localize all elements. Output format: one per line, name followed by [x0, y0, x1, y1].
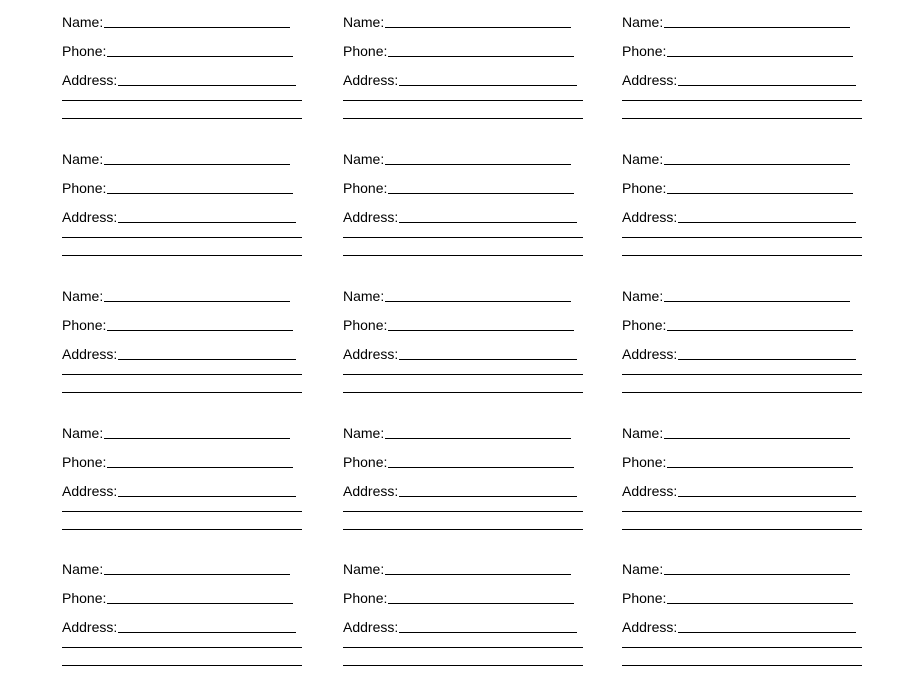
phone-blank-line[interactable] [667, 56, 853, 57]
address-continuation-line[interactable] [622, 511, 862, 512]
address-continuation-line[interactable] [343, 374, 583, 375]
address-continuation-line[interactable] [622, 647, 862, 648]
address-continuation-line[interactable] [343, 647, 583, 648]
phone-field[interactable] [62, 450, 293, 470]
address-blank-line[interactable] [678, 359, 856, 360]
contact-card [62, 557, 312, 677]
address-continuation-line[interactable] [62, 237, 302, 238]
phone-blank-line[interactable] [388, 467, 574, 468]
address-blank-line[interactable] [678, 496, 856, 497]
name-label: Name: [62, 151, 104, 167]
address-continuation-line[interactable] [343, 237, 583, 238]
name-field[interactable] [62, 10, 290, 30]
address-continuation-line[interactable] [62, 255, 302, 256]
address-field[interactable] [622, 479, 856, 499]
address-blank-line[interactable] [399, 632, 577, 633]
address-blank-line[interactable] [118, 359, 296, 360]
address-field[interactable] [622, 68, 856, 88]
address-field[interactable] [62, 205, 296, 225]
phone-blank-line[interactable] [388, 603, 574, 604]
address-label: Address: [343, 209, 399, 225]
address-label: Address: [622, 72, 678, 88]
address-label: Address: [343, 483, 399, 499]
address-blank-line[interactable] [399, 85, 577, 86]
phone-field[interactable] [343, 586, 574, 606]
address-field[interactable] [62, 342, 296, 362]
address-field[interactable] [343, 479, 577, 499]
address-continuation-line[interactable] [343, 529, 583, 530]
phone-label: Phone: [343, 454, 388, 470]
address-continuation-line[interactable] [343, 392, 583, 393]
phone-label: Phone: [622, 180, 667, 196]
address-label: Address: [62, 346, 118, 362]
phone-blank-line[interactable] [667, 193, 853, 194]
address-field[interactable] [62, 615, 296, 635]
name-field[interactable] [622, 557, 850, 577]
name-field[interactable] [62, 421, 290, 441]
address-label: Address: [62, 72, 118, 88]
address-label: Address: [622, 346, 678, 362]
address-continuation-line[interactable] [622, 392, 862, 393]
name-field[interactable] [622, 10, 850, 30]
name-field[interactable] [62, 284, 290, 304]
phone-field[interactable] [343, 39, 574, 59]
address-continuation-line[interactable] [62, 100, 302, 101]
name-label: Name: [343, 288, 385, 304]
name-blank-line[interactable] [385, 301, 571, 302]
address-continuation-line[interactable] [622, 665, 862, 666]
name-label: Name: [62, 561, 104, 577]
contact-card [622, 147, 872, 267]
address-continuation-line[interactable] [62, 392, 302, 393]
name-field[interactable] [343, 10, 571, 30]
name-label: Name: [622, 151, 664, 167]
name-blank-line[interactable] [104, 27, 290, 28]
phone-field[interactable] [622, 313, 853, 333]
phone-label: Phone: [343, 43, 388, 59]
name-label: Name: [62, 288, 104, 304]
contact-card [62, 147, 312, 267]
contact-card [62, 421, 312, 541]
contact-card [62, 10, 312, 130]
phone-label: Phone: [622, 454, 667, 470]
name-field[interactable] [622, 421, 850, 441]
address-label: Address: [343, 619, 399, 635]
phone-blank-line[interactable] [667, 330, 853, 331]
address-continuation-line[interactable] [62, 118, 302, 119]
phone-field[interactable] [622, 586, 853, 606]
name-blank-line[interactable] [664, 438, 850, 439]
address-label: Address: [62, 619, 118, 635]
name-label: Name: [343, 14, 385, 30]
phone-field[interactable] [62, 39, 293, 59]
phone-label: Phone: [622, 43, 667, 59]
name-label: Name: [622, 288, 664, 304]
address-continuation-line[interactable] [343, 511, 583, 512]
phone-label: Phone: [62, 317, 107, 333]
address-continuation-line[interactable] [622, 237, 862, 238]
name-label: Name: [622, 425, 664, 441]
phone-label: Phone: [62, 180, 107, 196]
address-blank-line[interactable] [118, 496, 296, 497]
address-continuation-line[interactable] [62, 529, 302, 530]
phone-blank-line[interactable] [388, 56, 574, 57]
phone-label: Phone: [343, 590, 388, 606]
address-continuation-line[interactable] [622, 118, 862, 119]
contact-card [343, 557, 593, 677]
address-continuation-line[interactable] [343, 118, 583, 119]
name-blank-line[interactable] [104, 574, 290, 575]
address-continuation-line[interactable] [622, 100, 862, 101]
address-blank-line[interactable] [678, 85, 856, 86]
address-field[interactable] [343, 342, 577, 362]
address-continuation-line[interactable] [343, 100, 583, 101]
phone-field[interactable] [343, 313, 574, 333]
name-field[interactable] [622, 284, 850, 304]
address-continuation-line[interactable] [62, 511, 302, 512]
address-label: Address: [62, 483, 118, 499]
name-label: Name: [622, 14, 664, 30]
phone-blank-line[interactable] [388, 330, 574, 331]
phone-field[interactable] [62, 586, 293, 606]
name-field[interactable] [343, 421, 571, 441]
address-field[interactable] [622, 205, 856, 225]
address-field[interactable] [622, 342, 856, 362]
address-field[interactable] [622, 615, 856, 635]
name-blank-line[interactable] [385, 438, 571, 439]
name-blank-line[interactable] [385, 164, 571, 165]
address-continuation-line[interactable] [62, 665, 302, 666]
address-field[interactable] [62, 68, 296, 88]
name-label: Name: [343, 561, 385, 577]
name-field[interactable] [343, 557, 571, 577]
name-label: Name: [62, 14, 104, 30]
phone-label: Phone: [62, 454, 107, 470]
address-label: Address: [622, 209, 678, 225]
contact-card [622, 557, 872, 677]
address-continuation-line[interactable] [622, 374, 862, 375]
phone-label: Phone: [622, 317, 667, 333]
name-field[interactable] [62, 147, 290, 167]
contact-card [343, 421, 593, 541]
name-label: Name: [343, 151, 385, 167]
contact-card [343, 284, 593, 404]
name-blank-line[interactable] [385, 574, 571, 575]
phone-blank-line[interactable] [667, 467, 853, 468]
phone-blank-line[interactable] [107, 330, 293, 331]
address-blank-line[interactable] [399, 359, 577, 360]
phone-field[interactable] [62, 176, 293, 196]
address-label: Address: [622, 619, 678, 635]
phone-field[interactable] [622, 39, 853, 59]
address-blank-line[interactable] [118, 85, 296, 86]
address-blank-line[interactable] [399, 496, 577, 497]
address-field[interactable] [343, 205, 577, 225]
phone-blank-line[interactable] [107, 56, 293, 57]
phone-blank-line[interactable] [107, 193, 293, 194]
address-blank-line[interactable] [399, 222, 577, 223]
address-field[interactable] [343, 615, 577, 635]
name-label: Name: [62, 425, 104, 441]
phone-label: Phone: [343, 317, 388, 333]
phone-field[interactable] [622, 450, 853, 470]
contact-card [622, 10, 872, 130]
phone-field[interactable] [343, 450, 574, 470]
phone-blank-line[interactable] [107, 467, 293, 468]
name-blank-line[interactable] [385, 27, 571, 28]
name-blank-line[interactable] [664, 574, 850, 575]
address-continuation-line[interactable] [343, 665, 583, 666]
name-blank-line[interactable] [664, 27, 850, 28]
phone-blank-line[interactable] [107, 603, 293, 604]
address-continuation-line[interactable] [62, 374, 302, 375]
address-blank-line[interactable] [678, 222, 856, 223]
contact-card [622, 284, 872, 404]
phone-label: Phone: [622, 590, 667, 606]
contact-card [622, 421, 872, 541]
contact-card [343, 10, 593, 130]
address-field[interactable] [62, 479, 296, 499]
address-continuation-line[interactable] [622, 255, 862, 256]
name-label: Name: [622, 561, 664, 577]
name-field[interactable] [343, 147, 571, 167]
phone-label: Phone: [343, 180, 388, 196]
address-continuation-line[interactable] [622, 529, 862, 530]
phone-label: Phone: [62, 43, 107, 59]
address-field[interactable] [343, 68, 577, 88]
address-continuation-line[interactable] [343, 255, 583, 256]
address-blank-line[interactable] [118, 632, 296, 633]
name-field[interactable] [622, 147, 850, 167]
name-blank-line[interactable] [104, 301, 290, 302]
name-field[interactable] [343, 284, 571, 304]
name-blank-line[interactable] [664, 164, 850, 165]
address-blank-line[interactable] [118, 222, 296, 223]
address-blank-line[interactable] [678, 632, 856, 633]
address-label: Address: [343, 72, 399, 88]
address-label: Address: [343, 346, 399, 362]
contact-card [343, 147, 593, 267]
name-blank-line[interactable] [664, 301, 850, 302]
name-field[interactable] [62, 557, 290, 577]
address-label: Address: [62, 209, 118, 225]
phone-blank-line[interactable] [388, 193, 574, 194]
phone-label: Phone: [62, 590, 107, 606]
phone-field[interactable] [343, 176, 574, 196]
name-blank-line[interactable] [104, 164, 290, 165]
name-blank-line[interactable] [104, 438, 290, 439]
address-label: Address: [622, 483, 678, 499]
address-continuation-line[interactable] [62, 647, 302, 648]
name-label: Name: [343, 425, 385, 441]
phone-blank-line[interactable] [667, 603, 853, 604]
phone-field[interactable] [622, 176, 853, 196]
phone-field[interactable] [62, 313, 293, 333]
contact-card [62, 284, 312, 404]
